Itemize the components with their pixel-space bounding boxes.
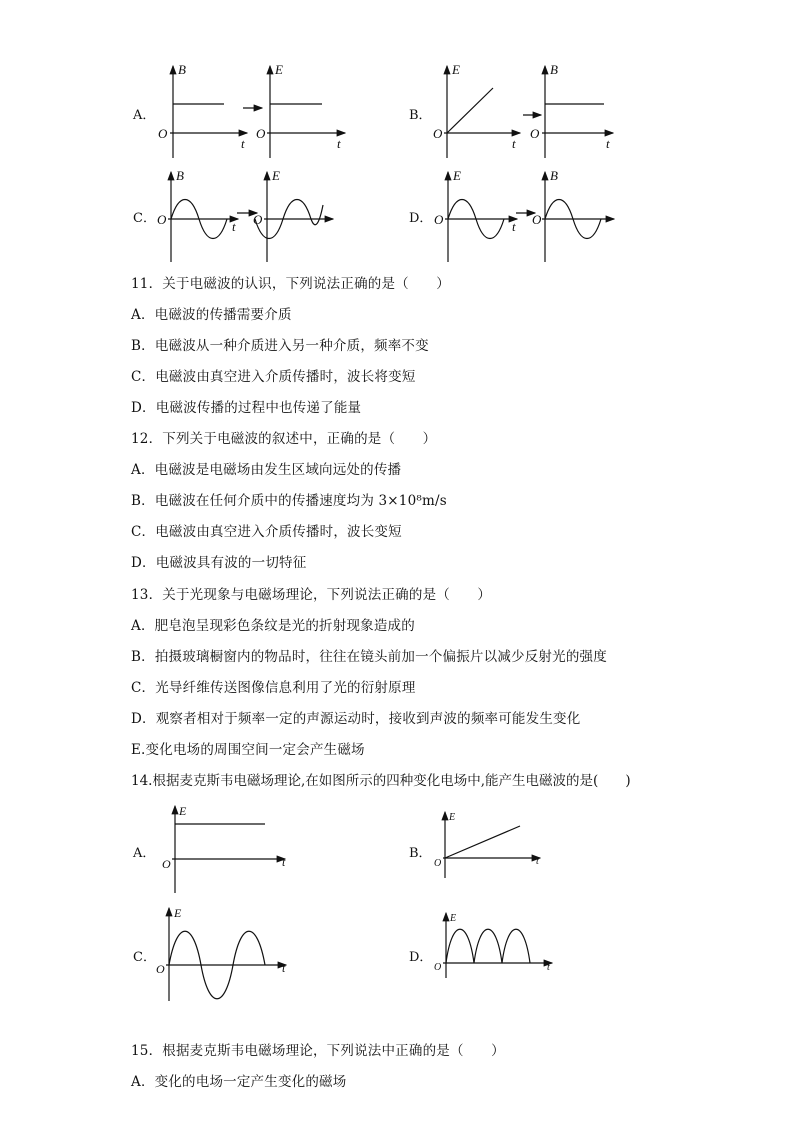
q10-a-origin-2: O	[256, 126, 266, 141]
q10-d-axis-t1: t	[512, 219, 516, 234]
q10-d-axis-e: E	[453, 168, 461, 183]
q11-stem: 11．关于电磁波的认识，下列说法正确的是（ ）	[131, 276, 450, 292]
q14-option-d-label: D．	[409, 950, 433, 965]
q14-a-axis-e: E	[179, 804, 187, 818]
q13-option-d: D．观察者相对于频率一定的声源运动时，接收到声波的频率可能发生变化	[131, 711, 581, 727]
q14-c-graph	[166, 908, 286, 1001]
q10-b-e-graph	[444, 66, 520, 158]
q14-stem: 14.根据麦克斯韦电磁场理论,在如图所示的四种变化电场中,能产生电磁波的是( )	[131, 773, 631, 789]
q11-option-d: D．电磁波传播的过程中也传递了能量	[131, 400, 362, 416]
q14-d-origin: O	[434, 962, 442, 973]
q10-a-b-graph	[170, 66, 247, 158]
q12-option-b: B．电磁波在任何介质中的传播速度均为 3×10⁸m/s	[131, 493, 447, 509]
q10-c-origin-1: O	[157, 212, 167, 227]
q14-d-axis-e: E	[450, 913, 457, 924]
q12-option-d: D．电磁波具有波的一切特征	[131, 555, 307, 571]
q10-option-b-label: B．	[409, 108, 432, 123]
q14-option-b-label: B．	[409, 846, 432, 861]
q10-d-origin-1: O	[434, 212, 444, 227]
q15-option-a: A．变化的电场一定产生变化的磁场	[131, 1074, 347, 1090]
q10-d-b-graph	[542, 172, 614, 262]
q10-c-axis-t1: t	[232, 219, 236, 234]
q10-b-axis-b: B	[550, 62, 558, 77]
q11-option-a: A．电磁波的传播需要介质	[131, 307, 292, 323]
q10-d-e-graph	[445, 172, 517, 262]
q11-option-b: B．电磁波从一种介质进入另一种介质，频率不变	[131, 338, 429, 354]
q14-d-graph	[443, 913, 552, 978]
q14-b-origin: O	[434, 858, 442, 869]
q10-a-axis-b: B	[178, 62, 186, 77]
q14-b-axis-e: E	[449, 812, 456, 823]
q10-a-axis-t1: t	[241, 136, 245, 151]
q10-b-origin-1: O	[433, 126, 443, 141]
q13-option-a: A．肥皂泡呈现彩色条纹是光的折射现象造成的	[131, 618, 415, 634]
q12-option-c: C．电磁波由真空进入介质传播时，波长变短	[131, 524, 402, 540]
q12-option-a: A．电磁波是电磁场由发生区域向远处的传播	[131, 462, 402, 478]
q10-option-d-label: D．	[409, 211, 433, 226]
q10-c-origin-2: O	[253, 212, 263, 227]
q10-option-c-label: C．	[133, 211, 156, 226]
q10-c-b-graph	[168, 172, 238, 262]
q13-option-b: B．拍摄玻璃橱窗内的物品时，往往在镜头前加一个偏振片以减少反射光的强度	[131, 649, 607, 665]
q10-b-axis-t1: t	[512, 136, 516, 151]
q10-d-axis-b: B	[550, 168, 558, 183]
q10-option-a-label: A．	[133, 108, 156, 123]
q14-option-a-label: A．	[133, 846, 156, 861]
q14-c-axis-t: t	[282, 961, 286, 975]
q13-option-c: C．光导纤维传送图像信息利用了光的衍射原理	[131, 680, 416, 696]
q10-b-b-graph	[542, 66, 613, 158]
q13-stem: 13．关于光现象与电磁场理论，下列说法正确的是（ ）	[131, 587, 492, 603]
q10-c-axis-e: E	[272, 168, 280, 183]
q14-d-axis-t: t	[547, 962, 550, 973]
q11-option-c: C．电磁波由真空进入介质传播时，波长将变短	[131, 369, 416, 385]
q10-a-axis-e: E	[275, 62, 283, 77]
q14-c-axis-e: E	[174, 906, 182, 920]
q14-b-axis-t: t	[536, 856, 539, 867]
q10-c-axis-b: B	[176, 168, 184, 183]
q10-b-origin-2: O	[530, 126, 540, 141]
q10-c-e-graph	[255, 172, 333, 262]
q10-a-axis-t2: t	[337, 136, 341, 151]
q14-b-graph	[443, 812, 540, 878]
q14-option-c-label: C．	[133, 950, 156, 965]
q10-a-origin-1: O	[158, 126, 168, 141]
q10-d-origin-2: O	[532, 212, 542, 227]
q10-a-e-graph	[267, 66, 345, 158]
q14-c-origin: O	[156, 962, 165, 976]
q10-b-axis-t2: t	[606, 136, 610, 151]
q14-a-axis-t: t	[282, 855, 286, 869]
q14-a-graph	[172, 806, 285, 893]
q12-stem: 12．下列关于电磁波的叙述中，正确的是（ ）	[131, 431, 437, 447]
q15-stem: 15．根据麦克斯韦电磁场理论，下列说法中正确的是（ ）	[131, 1043, 505, 1059]
q10-b-axis-e: E	[452, 62, 460, 77]
q13-option-e: E.变化电场的周围空间一定会产生磁场	[131, 742, 365, 758]
q14-a-origin: O	[162, 857, 171, 871]
